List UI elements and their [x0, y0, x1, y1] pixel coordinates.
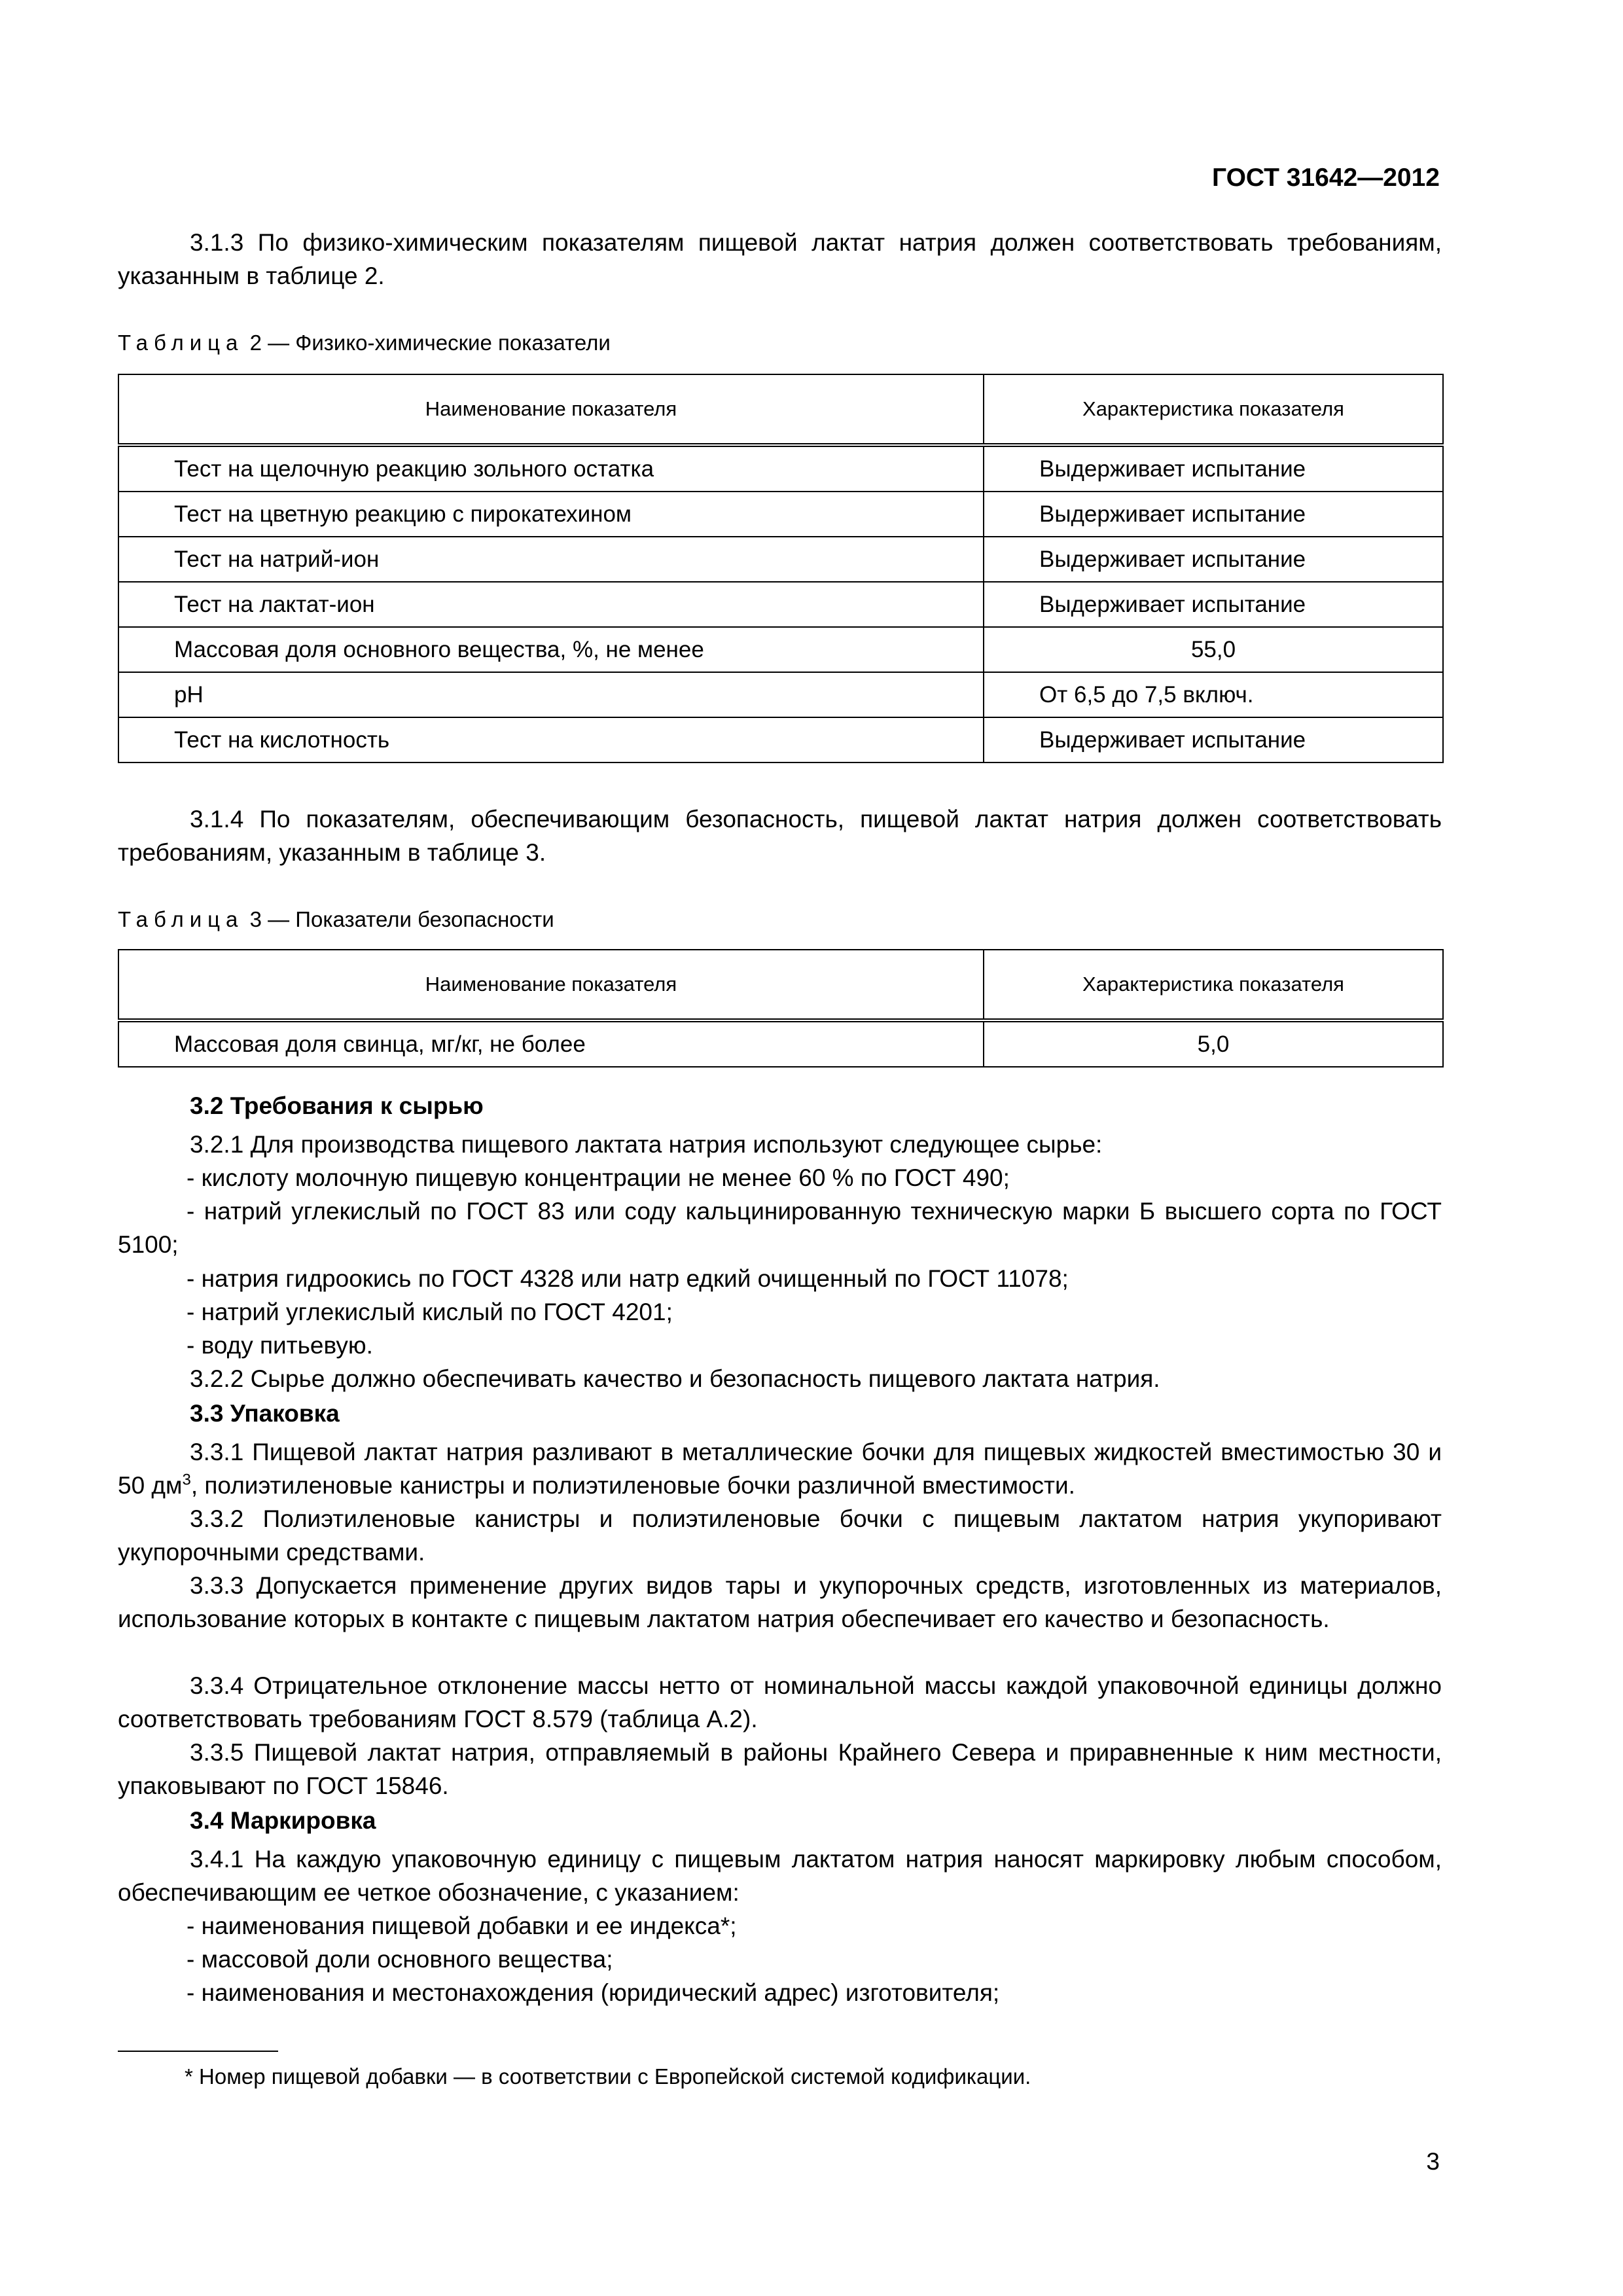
table-row [118, 1020, 1443, 1067]
table-row [118, 627, 1443, 672]
list-item: - воду питьевую. [187, 1332, 373, 1359]
list-item: - натрий углекислый по ГОСТ 83 или соду кальцинированную техническую марки Б высшего сорта по ГОСТ 5100; [118, 1198, 1442, 1258]
table-cell-name: pH [118, 672, 984, 717]
paragraph-3-3-3: 3.3.3 Допускается применение других видов тары и укупорочных средств, изготовленных из материалов, использование которых в контакте с пищевым лактатом натрия обеспечивает его качество и безопасность. [118, 1572, 1442, 1632]
paragraph-3-2-2: 3.2.2 Сырье должно обеспечивать качество и безопасность пищевого лактата натрия. [190, 1365, 1160, 1392]
table-cell-value: Выдерживает испытание [984, 582, 1443, 627]
table-cell-value: Выдерживает испытание [984, 537, 1443, 582]
section-3-2-heading: 3.2 Требования к сырью [190, 1092, 484, 1119]
table-3-header-row [118, 950, 1443, 1020]
table-cell-name: Тест на щелочную реакцию зольного остатка [118, 445, 984, 492]
table-2-caption-text: 2 — Физико-химические показатели [249, 331, 611, 355]
table-cell-value: От 6,5 до 7,5 включ. [984, 672, 1443, 717]
paragraph-3-3-2: 3.3.2 Полиэтиленовые канистры и полиэтиленовые бочки с пищевым лактатом натрия укупоривают укупорочными средствами. [118, 1505, 1442, 1566]
list-item: - наименования пищевой добавки и ее индекса*; [187, 1912, 737, 1939]
table-3-caption-label: Таблица [118, 907, 244, 931]
table-cell-name: Массовая доля свинца, мг/кг, не более [118, 1020, 984, 1067]
list-item: - натрия гидроокись по ГОСТ 4328 или натр едкий очищенный по ГОСТ 11078; [187, 1265, 1069, 1292]
page-number: 3 [1426, 2148, 1440, 2175]
footnote: * Номер пищевой добавки — в соответствии с Европейской системой кодификации. [185, 2064, 1031, 2089]
table-cell-name: Тест на цветную реакцию с пирокатехином [118, 492, 984, 537]
table-2-header-row [118, 374, 1443, 445]
paragraph-3-3-1 [118, 1435, 1442, 1502]
table-3-caption-text: 3 — Показатели безопасности [249, 907, 554, 931]
table-cell-value: Выдерживает испытание [984, 717, 1443, 762]
table-cell-value: 5,0 [984, 1020, 1443, 1067]
table-row [118, 672, 1443, 717]
section-3-4-heading: 3.4 Маркировка [190, 1807, 376, 1834]
table-2-col-value-header: Характеристика показателя [984, 374, 1443, 445]
table-row [118, 492, 1443, 537]
table-cell-value: Выдерживает испытание [984, 445, 1443, 492]
paragraph-3-3-1-part-b: , полиэтиленовые канистры и полиэтиленовые бочки различной вместимости. [190, 1472, 1075, 1499]
document-standard-number: ГОСТ 31642—2012 [1212, 164, 1440, 192]
paragraph-3-3-5: 3.3.5 Пищевой лактат натрия, отправляемый в районы Крайнего Севера и приравненные к ним местности, упаковывают по ГОСТ 15846. [118, 1739, 1442, 1799]
table-2-caption-label: Таблица [118, 331, 244, 355]
table-3-col-value-header: Характеристика показателя [984, 950, 1443, 1020]
footnote-separator [118, 2051, 278, 2052]
table-cell-value: 55,0 [984, 627, 1443, 672]
table-row [118, 582, 1443, 627]
list-item: - наименования и местонахождения (юридический адрес) изготовителя; [187, 1979, 1000, 2006]
list-item: - натрий углекислый кислый по ГОСТ 4201; [187, 1299, 673, 1325]
table-2-caption [118, 329, 611, 357]
section-3-3-heading: 3.3 Упаковка [190, 1400, 340, 1427]
table-cell-name: Тест на лактат-ион [118, 582, 984, 627]
table-3-caption [118, 905, 554, 934]
paragraph-3-2-1: 3.2.1 Для производства пищевого лактата натрия используют следующее сырье: [190, 1131, 1103, 1158]
paragraph-3-3-4: 3.3.4 Отрицательное отклонение массы нетто от номинальной массы каждой упаковочной единицы должно соответствовать требованиям ГОСТ 8.579 (таблица А.2). [118, 1672, 1442, 1732]
table-row [118, 537, 1443, 582]
table-3-safety [118, 949, 1444, 1067]
list-item: - массовой доли основного вещества; [187, 1946, 613, 1973]
list-item-wrapped [118, 1194, 1442, 1261]
table-cell-name: Тест на натрий-ион [118, 537, 984, 582]
list-item: - кислоту молочную пищевую концентрации не менее 60 % по ГОСТ 490; [187, 1164, 1010, 1191]
cubic-superscript: 3 [182, 1471, 191, 1489]
table-cell-name: Массовая доля основного вещества, %, не менее [118, 627, 984, 672]
table-row [118, 717, 1443, 762]
paragraph-3-3-1-part-a: 3.3.1 Пищевой лактат натрия разливают в металлические бочки для пищевых жидкостей вместимостью 30 и 50 дм [118, 1439, 1442, 1499]
table-row [118, 445, 1443, 492]
table-2-col-name-header: Наименование показателя [118, 374, 984, 445]
table-cell-value: Выдерживает испытание [984, 492, 1443, 537]
table-3-col-name-header: Наименование показателя [118, 950, 984, 1020]
paragraph-3-1-3: 3.1.3 По физико-химическим показателям пищевой лактат натрия должен соответствовать требованиям, указанным в таблице 2. [118, 229, 1442, 289]
paragraph-3-4-1: 3.4.1 На каждую упаковочную единицу с пищевым лактатом натрия наносят маркировку любым способом, обеспечивающим ее четкое обозначение, с указанием: [118, 1846, 1442, 1906]
paragraph-3-1-4: 3.1.4 По показателям, обеспечивающим безопасность, пищевой лактат натрия должен соответствовать требованиям, указанным в таблице 3. [118, 806, 1442, 866]
table-cell-name: Тест на кислотность [118, 717, 984, 762]
table-2-physicochemical [118, 374, 1444, 763]
